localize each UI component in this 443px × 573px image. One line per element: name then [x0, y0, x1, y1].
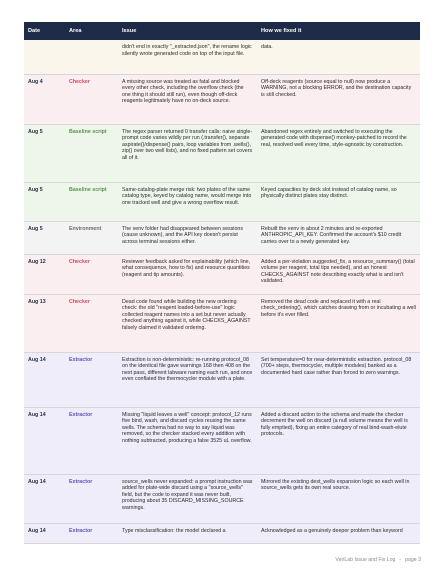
header-date: Date [24, 22, 65, 40]
row-fix: Abandoned regex entirely and switched to executing the generated code with dispense() monkey-patched to record the real, resolved well every time, style-agnostic by construction. [257, 124, 420, 182]
row-date: Aug 14 [24, 523, 65, 543]
row-fix: Keyed capacities by deck slot instead of catalog name, so physically distinct plates stay distinct. [257, 182, 420, 221]
table-row [24, 407, 420, 474]
row-issue: Type misclassification: the model declared a [118, 523, 257, 543]
row-area: Checker [65, 74, 118, 124]
row-date: Aug 14 [24, 407, 65, 474]
table-row [24, 523, 420, 543]
issue-log-table-container [24, 22, 420, 544]
row-area: Checker [65, 254, 118, 294]
header-row [24, 22, 420, 40]
row-area: Baseline script [65, 182, 118, 221]
row-fix: Rebuilt the venv in about 2 minutes and re-exported ANTHROPIC_API_KEY. Confirmed the account's $10 credit carries over to a newly generated key. [257, 221, 420, 254]
table-row [24, 352, 420, 407]
row-area: Extractor [65, 474, 118, 523]
row-issue: Reviewer feedback asked for explainability (which line, what consequence, how to fix) and resource quantities (reagent and tip amounts). [118, 254, 257, 294]
row-fix: Removed the dead code and replaced it with a real check_ordering(), which catches drawing from or incubating a well before it's ever filled. [257, 294, 420, 352]
row-area: Extractor [65, 523, 118, 543]
table-row [24, 294, 420, 352]
row-issue: didn't end in exactly "_extracted.json", the rename logic silently wrote generated code on top of the input file. [118, 40, 257, 74]
table-body [24, 40, 420, 543]
row-fix: Added a per-violation suggested_fix, a resource_summary() (total volume per reagent, total tips needed), and an honest CHECKS_AGAINST note describing exactly what is and isn't validated. [257, 254, 420, 294]
row-area: Checker [65, 294, 118, 352]
row-area: Environment [65, 221, 118, 254]
table-row [24, 74, 420, 124]
footer-doc-title: VeriLab Issue and Fix Log [335, 557, 396, 563]
row-date: Aug 5 [24, 124, 65, 182]
row-date: Aug 4 [24, 74, 65, 124]
table-header [24, 22, 420, 40]
footer-page-number: page 3 [405, 557, 421, 563]
row-date: Aug 5 [24, 182, 65, 221]
row-date: Aug 14 [24, 352, 65, 407]
issue-log-table [24, 22, 420, 544]
table-row [24, 474, 420, 523]
page-footer [335, 557, 421, 563]
row-issue: Same-catalog-plate merge risk: two plates of the same catalog type, keyed by catalog name, would merge into one tracked well and give a wrong overflow result. [118, 182, 257, 221]
row-area: Extractor [65, 407, 118, 474]
header-fix: How we fixed it [257, 22, 420, 40]
row-issue: A missing source was treated as fatal and blocked every other check, including the overflow check (the one thing it should still run), even though off-deck reagents legitimately have no on-deck source. [118, 74, 257, 124]
row-date: Aug 14 [24, 474, 65, 523]
row-fix: Set temperature=0 for near-deterministic extraction. protocol_08 (700+ steps, thermocycler, multiple modules) banked as a documented hard case rather than forced to zero warnings. [257, 352, 420, 407]
row-date: Aug 5 [24, 221, 65, 254]
row-issue: Extraction is non-deterministic: re-running protocol_08 on the identical file gave warnings 168 then 408 on the next pass, different labware naming each run, and once even conflated the thermocycler module with a plate. [118, 352, 257, 407]
table-row [24, 124, 420, 182]
row-fix: Mirrored the existing dest_wells expansion logic so each well in source_wells gets its own real source. [257, 474, 420, 523]
row-date: Aug 13 [24, 294, 65, 352]
row-date [24, 40, 65, 74]
row-issue: The regex parser returned 0 transfer calls: naive single-prompt code varies wildly per run (.transfer(), separate aspirate()/dispense() pairs, loop variables from .wells(), zip() over two well lists), and no fixed pattern set covers all of it. [118, 124, 257, 182]
row-area: Baseline script [65, 124, 118, 182]
row-date: Aug 12 [24, 254, 65, 294]
row-area [65, 40, 118, 74]
row-fix: Acknowledged as a genuinely deeper problem than keyword [257, 523, 420, 543]
row-issue: Missing "liquid leaves a well" concept: protocol_12 runs five bind, wash, and discard cycles reusing the same wells. The schema had no way to say liquid was removed, so the checker stacked every addition with nothing subtracted, producing a false 3525 uL overflow. [118, 407, 257, 474]
row-area: Extractor [65, 352, 118, 407]
row-fix: Off-deck reagents (source equal to null) now produce a WARNING, not a blocking ERROR, and the destination capacity is still checked. [257, 74, 420, 124]
table-row [24, 40, 420, 74]
table-row [24, 254, 420, 294]
row-fix: Added a discard action to the schema and made the checker decrement the well on discard (a null volume means the well is fully emptied), fixing an entire category of real bind-wash-elute protocols. [257, 407, 420, 474]
row-issue: source_wells never expanded: a prompt instruction was added for plate-wide discard using a "source_wells" field, but the code to expand it was never built, producing about 35 DISCARD_MISSING_SOURCE warnings. [118, 474, 257, 523]
header-issue: Issue [118, 22, 257, 40]
table-row [24, 221, 420, 254]
row-issue: Dead code found while building the new ordering check: the old "reagent loaded-before-use" logic collected reagent names into a set but never actually checked anything against it, while CHECKS_AGAINST falsely claimed it validated ordering. [118, 294, 257, 352]
row-issue: The venv folder had disappeared between sessions (cause unknown), and the API key doesn't persist across terminal sessions either. [118, 221, 257, 254]
header-area: Area [65, 22, 118, 40]
table-row [24, 182, 420, 221]
footer-separator: - [399, 557, 402, 563]
row-fix: data. [257, 40, 420, 74]
